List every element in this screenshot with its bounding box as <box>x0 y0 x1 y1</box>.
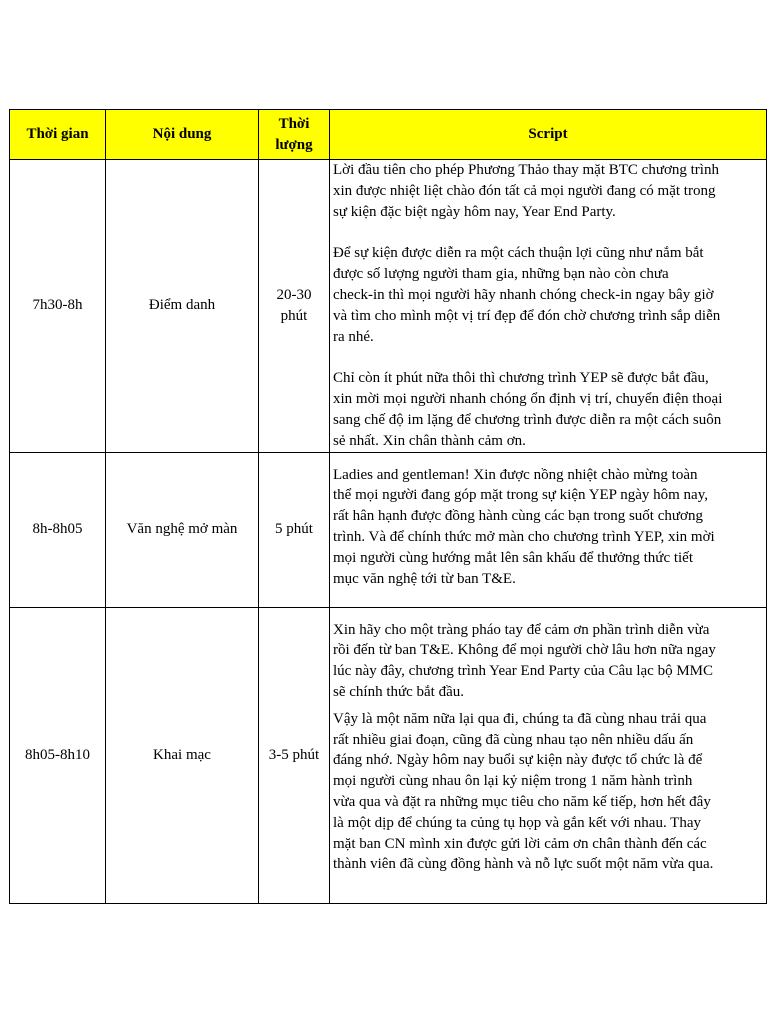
script-line: mọi người cùng nhau ôn lại kỷ niệm trong 1 năm hành trình <box>333 773 693 790</box>
script-paragraph <box>333 243 766 347</box>
script-line: mọi người cùng hướng mắt lên sân khấu để thưởng thức tiết <box>333 549 694 566</box>
script-line: là một dịp để chúng ta củng tụ họp và gắn kết với nhau. Thay <box>333 814 701 831</box>
schedule-table <box>9 109 767 904</box>
script-line: Vậy là một năm nữa lại qua đi, chúng ta đã cùng nhau trải qua <box>333 710 707 727</box>
cell-script <box>330 607 767 903</box>
script-line: check-in thì mọi người hãy nhanh chóng check-in ngay bây giờ <box>333 286 714 303</box>
cell-time: 7h30-8h <box>10 160 106 453</box>
script-line: rất hân hạnh được đồng hành cùng các bạn trong suốt chương <box>333 508 703 525</box>
script-line: sang chế độ im lặng để chương trình được diễn ra một cách suôn <box>333 411 722 428</box>
script-line: Xin hãy cho một tràng pháo tay để cảm ơn phần trình diễn vừa <box>333 621 710 638</box>
cell-content: Điểm danh <box>106 160 259 453</box>
script-paragraph <box>333 620 766 703</box>
script-line: được số lượng người tham gia, những bạn nào còn chưa <box>333 266 669 283</box>
header-content: Nội dung <box>106 110 259 160</box>
cell-time: 8h05-8h10 <box>10 607 106 903</box>
script-line: rất nhiều giai đoạn, cũng đã cùng nhau tạo nên nhiều dấu ấn <box>333 731 694 748</box>
paragraph-gap <box>333 347 766 368</box>
cell-duration: 3-5 phút <box>259 607 330 903</box>
table-row <box>10 160 767 453</box>
script-paragraph <box>333 368 766 451</box>
cell-duration-text: 20-30 phút <box>276 286 312 324</box>
script-line: xin được nhiệt liệt chào đón tất cả mọi người đang có mặt trong <box>333 182 716 199</box>
cell-duration: 5 phút <box>259 452 330 607</box>
script-paragraph <box>333 709 766 875</box>
cell-script <box>330 452 767 607</box>
table-row <box>10 607 767 903</box>
script-line: rồi đến từ ban T&E. Không để mọi người chờ lâu hơn nữa ngay <box>333 642 716 659</box>
script-line: thành viên đã cùng đồng hành và nỗ lực suốt một năm vừa qua. <box>333 856 714 873</box>
script-line: Lời đầu tiên cho phép Phương Thảo thay mặt BTC chương trình <box>333 162 719 178</box>
header-duration-text: Thời lượng <box>275 115 313 153</box>
cell-content: Khai mạc <box>106 607 259 903</box>
cell-time: 8h-8h05 <box>10 452 106 607</box>
header-time: Thời gian <box>10 110 106 160</box>
script-paragraph <box>333 465 766 590</box>
header-row <box>10 110 767 160</box>
cell-content: Văn nghệ mở màn <box>106 452 259 607</box>
script-line: Chỉ còn ít phút nữa thôi thì chương trình YEP sẽ được bắt đầu, <box>333 370 709 387</box>
cell-duration <box>259 160 330 453</box>
script-line: lúc này đây, chương trình Year End Party của Câu lạc bộ MMC <box>333 663 714 680</box>
script-line: sẻ nhất. Xin chân thành cảm ơn. <box>333 432 526 449</box>
script-line: vừa qua và đặt ra những mục tiêu cho năm kế tiếp, hơn hết đây <box>333 793 711 810</box>
cell-script <box>330 160 767 453</box>
script-line: mặt ban CN mình xin được gửi lời cảm ơn chân thành đến các <box>333 835 707 852</box>
header-duration <box>259 110 330 160</box>
script-line: sẽ chính thức bắt đầu. <box>333 683 465 700</box>
script-line: ra nhé. <box>333 328 374 345</box>
script-paragraph <box>333 160 766 222</box>
script-line: xin mời mọi người nhanh chóng ổn định vị trí, chuyển điện thoại <box>333 391 723 408</box>
script-line: sự kiện đặc biệt ngày hôm nay, Year End Party. <box>333 203 616 220</box>
header-script: Script <box>330 110 767 160</box>
table-row <box>10 452 767 607</box>
paragraph-gap <box>333 222 766 243</box>
script-line: thể mọi người đang góp mặt trong sự kiện YEP ngày hôm nay, <box>333 487 708 504</box>
script-line: đáng nhớ. Ngày hôm nay buổi sự kiện này được tổ chức là để <box>333 752 703 769</box>
script-line: mục văn nghệ tới từ ban T&E. <box>333 570 516 587</box>
script-line: trình. Và để chính thức mở màn cho chương trình YEP, xin mời <box>333 528 715 545</box>
script-line: Ladies and gentleman! Xin được nồng nhiệt chào mừng toàn <box>333 466 698 483</box>
script-line: Để sự kiện được diễn ra một cách thuận lợi cũng như nắm bắt <box>333 245 704 262</box>
script-line: và tìm cho mình một vị trí đẹp để đón chờ chương trình sắp diễn <box>333 307 721 324</box>
